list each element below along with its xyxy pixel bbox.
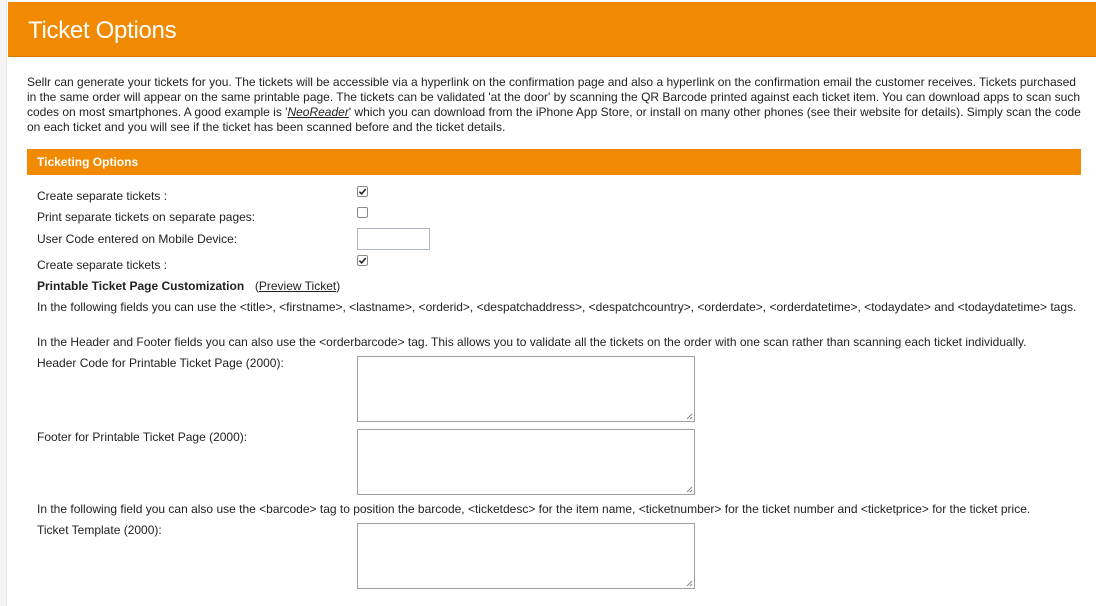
customization-title: Printable Ticket Page Customization <box>37 279 245 293</box>
user-code-label: User Code entered on Mobile Device: <box>37 232 238 246</box>
footer-label: Footer for Printable Ticket Page (2000): <box>37 430 248 444</box>
section-title: Ticketing Options <box>37 155 139 169</box>
resize-grip-icon[interactable] <box>685 579 693 587</box>
create-separate-tickets-checkbox-2[interactable] <box>357 255 368 266</box>
header-code-textarea[interactable] <box>357 356 695 422</box>
page-title: Ticket Options <box>28 17 177 44</box>
intro-text-1: Sellr can generate your tickets for you. The tickets will be accessible via a hyperlink on the confirmation page and also a hyperlink on the confirmation email the customer receives. Tickets purchased in the same order will appear on the same printable page. The tickets can be validated 'at the door' by scanning the QR Barcode printed against each ticket item. You can download apps to scan such codes on most smartphones. A good example is ' <box>27 75 1081 119</box>
intro-paragraph <box>27 75 1087 135</box>
resize-grip-icon[interactable] <box>685 485 693 493</box>
header-code-label: Header Code for Printable Ticket Page (2000): <box>37 356 284 370</box>
footer-textarea[interactable] <box>357 429 695 495</box>
header-footer-tags-note: In the Header and Footer fields you can also use the <orderbarcode> tag. This allows you to validate all the tickets on the order with one scan rather than scanning each ticket individually. <box>37 335 1027 349</box>
barcode-tags-note: In the following field you can also use the <barcode> tag to position the barcode, <ticketdesc> for the item name, <ticketnumber> for the ticket number and <ticketprice> for the ticket price. <box>37 502 1031 516</box>
ticketing-options-section-header <box>27 149 1081 175</box>
neoreader-link[interactable]: NeoReader <box>287 105 349 119</box>
print-separate-pages-label: Print separate tickets on separate pages: <box>37 210 256 224</box>
page-header <box>8 2 1096 57</box>
checkmark-icon <box>358 256 367 265</box>
preview-ticket-link[interactable]: Preview Ticket <box>258 279 337 293</box>
user-code-input[interactable] <box>357 228 430 250</box>
fields-tags-note: In the following fields you can use the <title>, <firstname>, <lastname>, <orderid>, <despatchaddress>, <despatchcountry>, <orderdate>, <orderdatetime>, <todaydate> and <todaydatetime> tags. <box>37 300 1077 314</box>
customization-heading <box>37 279 340 293</box>
intro-text-2: ' which you can download from the iPhone App Store, or install on many other phones (see their website for details). Simply scan the code on each ticket and you will see if the ticket has been scanned before and the ticket details. <box>27 105 1081 134</box>
ticket-template-label: Ticket Template (2000): <box>37 523 162 537</box>
create-separate-tickets-label-2: Create separate tickets : <box>37 258 168 272</box>
resize-grip-icon[interactable] <box>685 412 693 420</box>
ticket-template-textarea[interactable] <box>357 523 695 589</box>
paren-close: ) <box>336 279 341 293</box>
checkmark-icon <box>358 187 367 196</box>
paren-open: ( <box>254 279 259 293</box>
print-separate-pages-checkbox[interactable] <box>357 207 368 218</box>
create-separate-tickets-label: Create separate tickets : <box>37 189 168 203</box>
left-edge-stripe <box>0 0 7 606</box>
create-separate-tickets-checkbox[interactable] <box>357 186 368 197</box>
